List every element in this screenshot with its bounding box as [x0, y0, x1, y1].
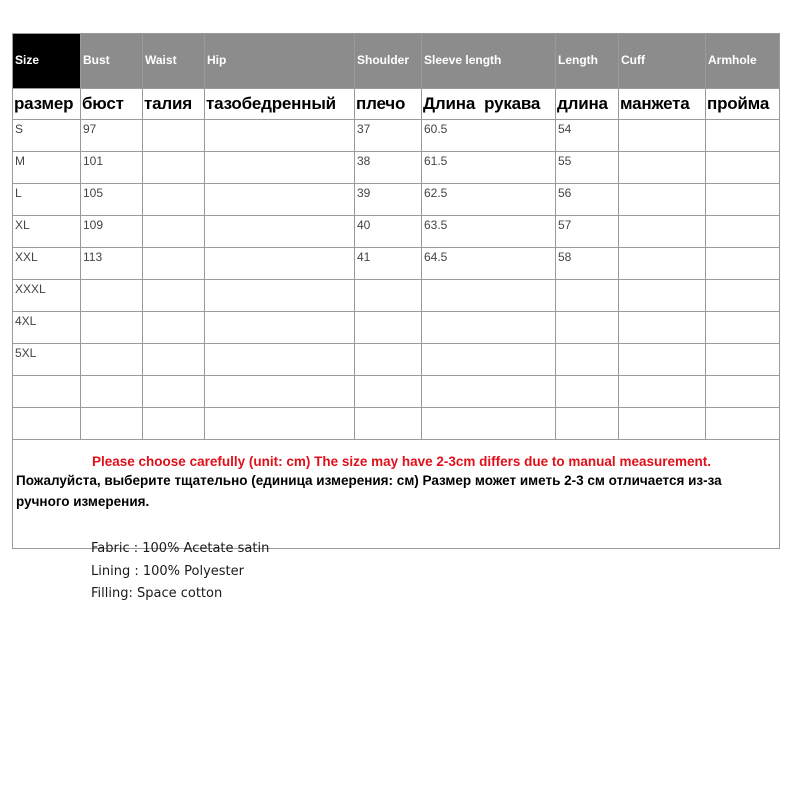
cell-bust	[81, 408, 143, 440]
cell-shoulder: 41	[355, 248, 422, 280]
cell-size: XXXL	[13, 280, 81, 312]
header-row-ru	[13, 89, 780, 120]
cell-cuff	[619, 312, 706, 344]
header-ru-cuff: манжета	[619, 89, 706, 120]
header-ru-waist: талия	[143, 89, 205, 120]
header-sleeve-length: Sleeve length	[422, 34, 556, 89]
cell-waist	[143, 120, 205, 152]
table-row	[13, 280, 780, 312]
cell-size: M	[13, 152, 81, 184]
cell-hip	[205, 312, 355, 344]
cell-sleeve-length	[422, 408, 556, 440]
cell-length: 57	[556, 216, 619, 248]
cell-sleeve-length: 60.5	[422, 120, 556, 152]
cell-length	[556, 376, 619, 408]
cell-shoulder	[355, 376, 422, 408]
cell-size: S	[13, 120, 81, 152]
cell-sleeve-length: 61.5	[422, 152, 556, 184]
table-row	[13, 376, 780, 408]
note-en: Please choose carefully (unit: cm) The size may have 2-3cm differs due to manual measurement.	[92, 454, 711, 469]
cell-waist	[143, 344, 205, 376]
cell-armhole	[706, 184, 780, 216]
cell-cuff	[619, 216, 706, 248]
cell-cuff	[619, 280, 706, 312]
cell-size	[13, 376, 81, 408]
size-table	[12, 33, 780, 549]
cell-bust	[81, 312, 143, 344]
cell-sleeve-length: 63.5	[422, 216, 556, 248]
cell-length: 55	[556, 152, 619, 184]
header-length: Length	[556, 34, 619, 89]
cell-cuff	[619, 120, 706, 152]
cell-cuff	[619, 184, 706, 216]
cell-cuff	[619, 248, 706, 280]
cell-length: 54	[556, 120, 619, 152]
cell-hip	[205, 184, 355, 216]
cell-bust	[81, 376, 143, 408]
cell-hip	[205, 152, 355, 184]
cell-shoulder: 37	[355, 120, 422, 152]
cell-waist	[143, 408, 205, 440]
header-waist: Waist	[143, 34, 205, 89]
cell-cuff	[619, 408, 706, 440]
header-ru-hip: тазобедренный	[205, 89, 355, 120]
cell-size: 5XL	[13, 344, 81, 376]
cell-shoulder: 39	[355, 184, 422, 216]
cell-bust: 113	[81, 248, 143, 280]
cell-shoulder	[355, 312, 422, 344]
cell-bust	[81, 344, 143, 376]
filling-line: Filling: Space cotton	[91, 586, 223, 601]
cell-armhole	[706, 280, 780, 312]
table-row	[13, 408, 780, 440]
cell-length: 56	[556, 184, 619, 216]
cell-length	[556, 312, 619, 344]
cell-length: 58	[556, 248, 619, 280]
cell-size: 4XL	[13, 312, 81, 344]
cell-cuff	[619, 152, 706, 184]
header-ru-shoulder: плечо	[355, 89, 422, 120]
note-ru: Пожалуйста, выберите тщательно (единица измерения: см) Размер может иметь 2-3 см отличается из-за ручного измерения.	[16, 473, 722, 509]
table-row	[13, 248, 780, 280]
table-row	[13, 120, 780, 152]
cell-cuff	[619, 344, 706, 376]
cell-hip	[205, 216, 355, 248]
cell-hip	[205, 376, 355, 408]
cell-shoulder: 38	[355, 152, 422, 184]
cell-bust: 109	[81, 216, 143, 248]
cell-cuff	[619, 376, 706, 408]
cell-length	[556, 344, 619, 376]
cell-size: L	[13, 184, 81, 216]
cell-hip	[205, 280, 355, 312]
cell-armhole	[706, 408, 780, 440]
cell-bust	[81, 280, 143, 312]
cell-waist	[143, 248, 205, 280]
note-row	[13, 440, 780, 549]
table-row	[13, 312, 780, 344]
cell-sleeve-length: 62.5	[422, 184, 556, 216]
cell-sleeve-length	[422, 280, 556, 312]
cell-length	[556, 280, 619, 312]
cell-hip	[205, 408, 355, 440]
cell-waist	[143, 216, 205, 248]
cell-hip	[205, 344, 355, 376]
header-bust: Bust	[81, 34, 143, 89]
lining-line: Lining : 100% Polyester	[91, 563, 244, 579]
cell-bust: 101	[81, 152, 143, 184]
cell-hip	[205, 120, 355, 152]
header-ru-length: длина	[556, 89, 619, 120]
header-cuff: Cuff	[619, 34, 706, 89]
table-row	[13, 216, 780, 248]
cell-size	[13, 408, 81, 440]
cell-bust: 105	[81, 184, 143, 216]
header-hip: Hip	[205, 34, 355, 89]
cell-shoulder: 40	[355, 216, 422, 248]
header-ru-armhole: пройма	[706, 89, 780, 120]
header-size: Size	[13, 34, 81, 89]
header-ru-size: размер	[13, 89, 81, 120]
cell-sleeve-length	[422, 312, 556, 344]
cell-shoulder	[355, 344, 422, 376]
cell-waist	[143, 376, 205, 408]
cell-waist	[143, 184, 205, 216]
cell-waist	[143, 152, 205, 184]
cell-sleeve-length	[422, 344, 556, 376]
cell-armhole	[706, 152, 780, 184]
cell-armhole	[706, 248, 780, 280]
cell-armhole	[706, 312, 780, 344]
cell-length	[556, 408, 619, 440]
cell-shoulder	[355, 408, 422, 440]
cell-armhole	[706, 216, 780, 248]
cell-shoulder	[355, 280, 422, 312]
fabric-line: Fabric : 100% Acetate satin	[91, 541, 270, 556]
cell-bust: 97	[81, 120, 143, 152]
cell-waist	[143, 280, 205, 312]
table-row	[13, 344, 780, 376]
cell-armhole	[706, 344, 780, 376]
cell-armhole	[706, 120, 780, 152]
header-ru-sleeve-length: Длина рукава	[422, 89, 556, 120]
cell-sleeve-length: 64.5	[422, 248, 556, 280]
fabric-info	[91, 538, 269, 606]
cell-waist	[143, 312, 205, 344]
header-shoulder: Shoulder	[355, 34, 422, 89]
cell-sleeve-length	[422, 376, 556, 408]
cell-size: XL	[13, 216, 81, 248]
cell-hip	[205, 248, 355, 280]
header-row-en	[13, 34, 780, 89]
table-row	[13, 152, 780, 184]
header-armhole: Armhole	[706, 34, 780, 89]
cell-armhole	[706, 376, 780, 408]
table-row	[13, 184, 780, 216]
size-chart	[12, 33, 779, 549]
header-ru-bust: бюст	[81, 89, 143, 120]
cell-size: XXL	[13, 248, 81, 280]
note-cell	[13, 440, 780, 549]
